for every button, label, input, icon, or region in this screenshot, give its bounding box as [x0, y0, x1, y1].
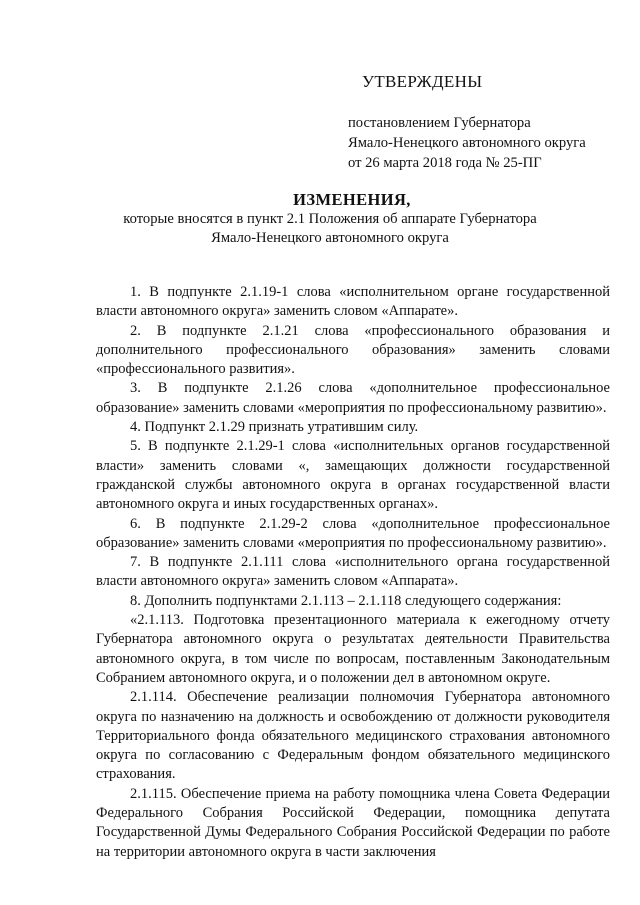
title-heading: ИЗМЕНЕНИЯ,	[293, 190, 411, 209]
approval-line-1: постановлением Губернатора	[348, 115, 531, 131]
paragraph-2-1-115: 2.1.115. Обеспечение приема на работу помощника члена Совета Федерации Федерального Собрания Российской Федерации, помощника депутата Государственной Думы Федерального Собрания Российской Федерации по работе на территории автономного округа в части заключения	[96, 785, 610, 860]
paragraph-6: 6. В подпункте 2.1.29-2 слова «дополнительное профессиональное образование» заменить словами «мероприятия по профессиональному развитию».	[96, 515, 610, 551]
document-body	[96, 283, 610, 862]
paragraph-4: 4. Подпункт 2.1.29 признать утратившим силу.	[130, 419, 419, 436]
paragraph-1: 1. В подпункте 2.1.19-1 слова «исполнительном органе государственной власти автономного округа» заменить словом «Аппарате».	[96, 284, 610, 320]
approval-line-3: от 26 марта 2018 года № 25-ПГ	[348, 155, 542, 171]
paragraph-2-1-113: «2.1.113. Подготовка презентационного материала к ежегодному отчету Губернатора автономного округа о результатах деятельности Правительства автономного округа, в том числе по вопросам, поставленным Законодательным Собранием автономного округа, и о положении дел в автономном округе.	[96, 612, 610, 686]
approval-status: УТВЕРЖДЕНЫ	[362, 72, 483, 91]
paragraph-3: 3. В подпункте 2.1.26 слова «дополнительное профессиональное образование» заменить словами «мероприятия по профессиональному развитию».	[96, 380, 610, 416]
approval-stamp-block	[348, 72, 628, 173]
paragraph-2-1-114: 2.1.114. Обеспечение реализации полномочия Губернатора автономного округа по назначению на должность и освобождению от должности руководителя Территориального фонда обязательного медицинского страхования автономного округа по согласованию с Федеральным фондом обязательного медицинского страхования.	[96, 689, 610, 783]
title-subtitle-1: которые вносятся в пункт 2.1 Положения об аппарате Губернатора	[123, 211, 537, 227]
title-subtitle-2: Ямало-Ненецкого автономного округа	[211, 230, 449, 246]
paragraph-2: 2. В подпункте 2.1.21 слова «профессионального образования и дополнительного профессионального образования» заменить словами «профессионального развития».	[96, 322, 610, 378]
paragraph-8: 8. Дополнить подпунктами 2.1.113 – 2.1.118 следующего содержания:	[130, 592, 562, 609]
document-title	[60, 190, 600, 248]
paragraph-7: 7. В подпункте 2.1.111 слова «исполнительного органа государственной власти автономного округа» заменить словом «Аппарата».	[96, 554, 610, 590]
approval-line-2: Ямало-Ненецкого автономного округа	[348, 135, 586, 151]
paragraph-5: 5. В подпункте 2.1.29-1 слова «исполнительных органов государственной власти» заменить словами «, замещающих должности государственной гражданской службы автономного округа в органах государственной власти автономного округа и иных государственных органах».	[96, 438, 610, 513]
